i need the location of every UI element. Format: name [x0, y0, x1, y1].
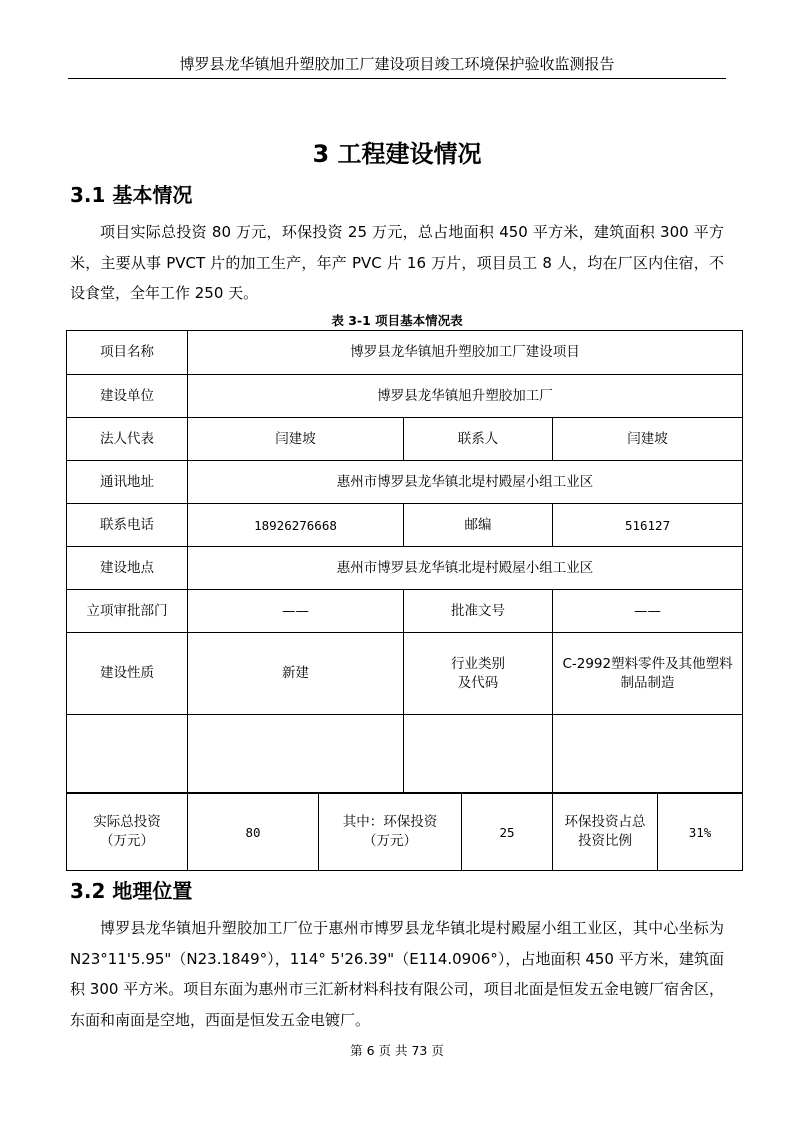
total-invest-value-cell: 80: [188, 794, 319, 871]
basic-info-paragraph: 项目实际总投资 80 万元，环保投资 25 万元，总占地面积 450 平方米，建筑面积 300 平方米，主要从事 PVCT 片的加工生产，年产 PVC 片 16 万片，项目员工 8 人，均在厂区内住宿，不设食堂，全年工作 250 天。: [70, 223, 724, 302]
project-name-label: 项目名称: [67, 331, 188, 375]
industry-label: 行业类别 及代码: [404, 633, 553, 715]
approval-dept-value: ——: [188, 590, 404, 633]
table-row: [67, 633, 743, 715]
site-label: 建设地点: [67, 547, 188, 590]
contact-label: 联系人: [404, 418, 553, 461]
address-value: 惠州市博罗县龙华镇北堤村殿屋小组工业区: [188, 461, 743, 504]
section-heading-location: 3.2 地理位置: [70, 879, 193, 903]
table-row: [67, 375, 743, 418]
site-value: 惠州市博罗县龙华镇北堤村殿屋小组工业区: [188, 547, 743, 590]
phone-value: 18926276668: [188, 504, 404, 547]
page-number: 第 6 页 共 73 页: [350, 1043, 444, 1058]
phone-label: 联系电话: [67, 504, 188, 547]
contact-value: 闫建坡: [553, 418, 743, 461]
report-header-title: 博罗县龙华镇旭升塑胶加工厂建设项目竣工环境保护验收监测报告: [179, 55, 615, 73]
builder-value: 博罗县龙华镇旭升塑胶加工厂: [188, 375, 743, 418]
nature-label: 建设性质: [67, 633, 188, 715]
builder-label: 建设单位: [67, 375, 188, 418]
header-divider: [68, 78, 726, 79]
project-name-value: 博罗县龙华镇旭升塑胶加工厂建设项目: [188, 331, 743, 375]
table-row: [67, 461, 743, 504]
table-caption: 表 3-1 项目基本情况表: [331, 313, 463, 328]
location-paragraph: 博罗县龙华镇旭升塑胶加工厂位于惠州市博罗县龙华镇北堤村殿屋小组工业区，其中心坐标为 N23°11'5.95"（N23.1849°），114° 5'26.39"（E114.0906°），占地面积 450 平方米，建筑面积 300 平方米。项目东面为惠州市三汇新材料科技有限公司，项目北面是恒发五金电镀厂宿舍区，东面和南面是空地，西面是恒发五金电镀厂。: [70, 919, 724, 1029]
total-invest-label-cell: 实际总投资 （万元）: [67, 794, 188, 871]
table-row: [67, 590, 743, 633]
chapter-title: 3 工程建设情况: [312, 140, 482, 168]
project-info-table: [66, 330, 743, 793]
address-label: 通讯地址: [67, 461, 188, 504]
postcode-label: 邮编: [404, 504, 553, 547]
section-heading-basic-info: 3.1 基本情况: [70, 183, 193, 207]
approval-doc-value: ——: [553, 590, 743, 633]
legal-rep-label: 法人代表: [67, 418, 188, 461]
env-invest-label-cell: 其中：环保投资 （万元）: [319, 794, 462, 871]
table-row: [67, 504, 743, 547]
investment-row-table: [66, 793, 743, 871]
legal-rep-value: 闫建坡: [188, 418, 404, 461]
env-ratio-value: 31%: [658, 794, 743, 871]
table-row: [67, 418, 743, 461]
approval-dept-label: 立项审批部门: [67, 590, 188, 633]
table-row: [67, 547, 743, 590]
approval-doc-label: 批准文号: [404, 590, 553, 633]
postcode-value: 516127: [553, 504, 743, 547]
table-row: [67, 794, 743, 871]
env-ratio-label: 环保投资占总 投资比例: [553, 794, 658, 871]
industry-value: C-2992塑料零件及其他塑料 制品制造: [553, 633, 743, 715]
env-invest-value-cell: 25: [462, 794, 553, 871]
table-row: [67, 331, 743, 375]
nature-value: 新建: [188, 633, 404, 715]
